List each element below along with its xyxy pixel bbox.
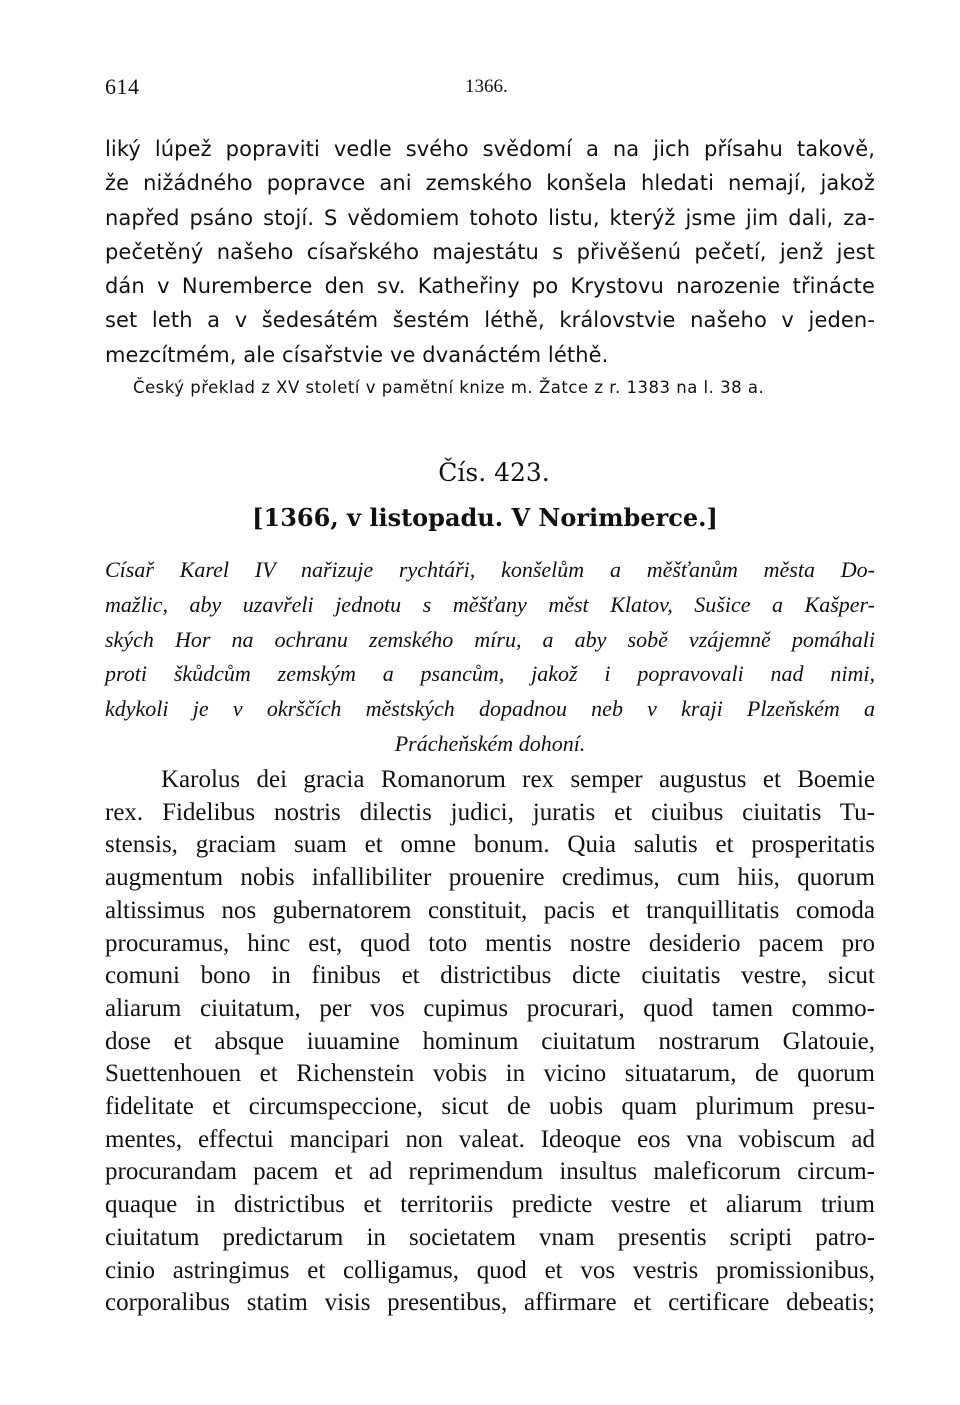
latin-line: augmentum nobis infallibiliter prouenire credimus, cum hiis, quorum xyxy=(105,864,875,892)
latin-line: corporalibus statim visis presentibus, affirmare et certificare debeatis; xyxy=(105,1289,875,1317)
summary-line: kdykoli je v okrščích městských dopadnou neb v kraji Plzeňském a xyxy=(105,696,875,722)
latin-charter-text xyxy=(105,764,875,1320)
summary-line: proti škůdcům zemským a psancům, jakož i popravovali nad nimi, xyxy=(105,661,875,687)
latin-line: stensis, graciam suam et omne bonum. Quia salutis et prosperitatis xyxy=(105,831,875,859)
latin-line: rex. Fidelibus nostris dilectis judici, juratis et ciuibus ciuitatis Tu- xyxy=(105,798,875,826)
text-line: mezcítmém, ale císařstvie ve dvanáctém léthě. xyxy=(105,342,609,367)
document-number xyxy=(0,458,960,487)
summary-line: Prácheňském dohoní. xyxy=(394,730,586,756)
latin-line: Suettenhouen et Richenstein vobis in vicino situatarum, de quorum xyxy=(105,1060,875,1088)
latin-line: ciuitatum predictarum in societatem vnam presentis scripti patro- xyxy=(105,1223,875,1251)
latin-line: fidelitate et circumspeccione, sicut de uobis quam plurimum presu- xyxy=(105,1093,875,1121)
latin-line: procuramus, hinc est, quod toto mentis nostre desiderio pacem pro xyxy=(105,929,875,957)
text-line: že nižádného popravce ani zemského konšela hledati nemají, jakož xyxy=(105,171,875,196)
page-number: 614 xyxy=(105,74,140,99)
latin-line: mentes, effectui mancipari non valeat. Ideoque eos vna vobiscum ad xyxy=(105,1125,875,1153)
text-line: dán v Nuremberce den sv. Katheřiny po Krystovu narozenie třinácte xyxy=(105,274,875,299)
latin-line: cinio astringimus et colligamus, quod et vos vestris promissionibus, xyxy=(105,1256,875,1284)
text-line: napřed psáno stojí. S vědomiem tohoto listu, kterýž jsme jim dali, za- xyxy=(105,205,875,230)
document-date-label: [1366, v listopadu. V Norimberce.] xyxy=(252,503,718,532)
document-date-place xyxy=(0,503,960,532)
text-line: liký lúpež popraviti vedle svého svědomí a na jich přísahu takově, xyxy=(105,137,875,161)
latin-line: comuni bono in finibus et districtibus dicte ciuitatis vestre, sicut xyxy=(105,962,875,990)
summary-line: Císař Karel IV nařizuje rychtáři, konšelům a měšťanům města Do- xyxy=(105,557,875,582)
text-line: set leth a v šedesátém šestém léthě, královstvie našeho v jeden- xyxy=(105,308,875,333)
latin-line: aliarum ciuitatum, per vos cupimus procurari, quod tamen commo- xyxy=(105,994,875,1022)
document-summary xyxy=(105,553,875,762)
summary-line: mažlic, aby uzavřeli jednotu s měšťany měst Klatov, Sušice a Kašper- xyxy=(105,591,875,617)
czech-translation-paragraph xyxy=(105,132,875,372)
document-number-label: Čís. 423. xyxy=(438,458,550,487)
latin-line: quaque in districtibus et territoriis predicte vestre et aliarum trium xyxy=(105,1191,875,1219)
source-note: Český překlad z XV století v pamětní knize m. Žatce z r. 1383 na l. 38 a. xyxy=(133,378,765,397)
summary-line: ských Hor na ochranu zemského míru, a aby sobě vzájemně pomáhali xyxy=(105,626,875,652)
latin-line: dose et absque iuuamine hominum ciuitatum nostrarum Glatouie, xyxy=(105,1027,875,1055)
latin-line: procurandam pacem et ad reprimendum insultus maleficorum circum- xyxy=(105,1158,875,1186)
latin-line: altissimus nos gubernatorem constituit, pacis et tranquillitatis comoda xyxy=(105,896,875,924)
text-line: pečetěný našeho císařského majestátu s přivěšenú pečetí, jenž jest xyxy=(105,239,875,264)
page-header xyxy=(105,74,875,104)
latin-line: Karolus dei gracia Romanorum rex semper augustus et Boemie xyxy=(161,766,875,793)
running-head-year: 1366. xyxy=(465,76,508,97)
